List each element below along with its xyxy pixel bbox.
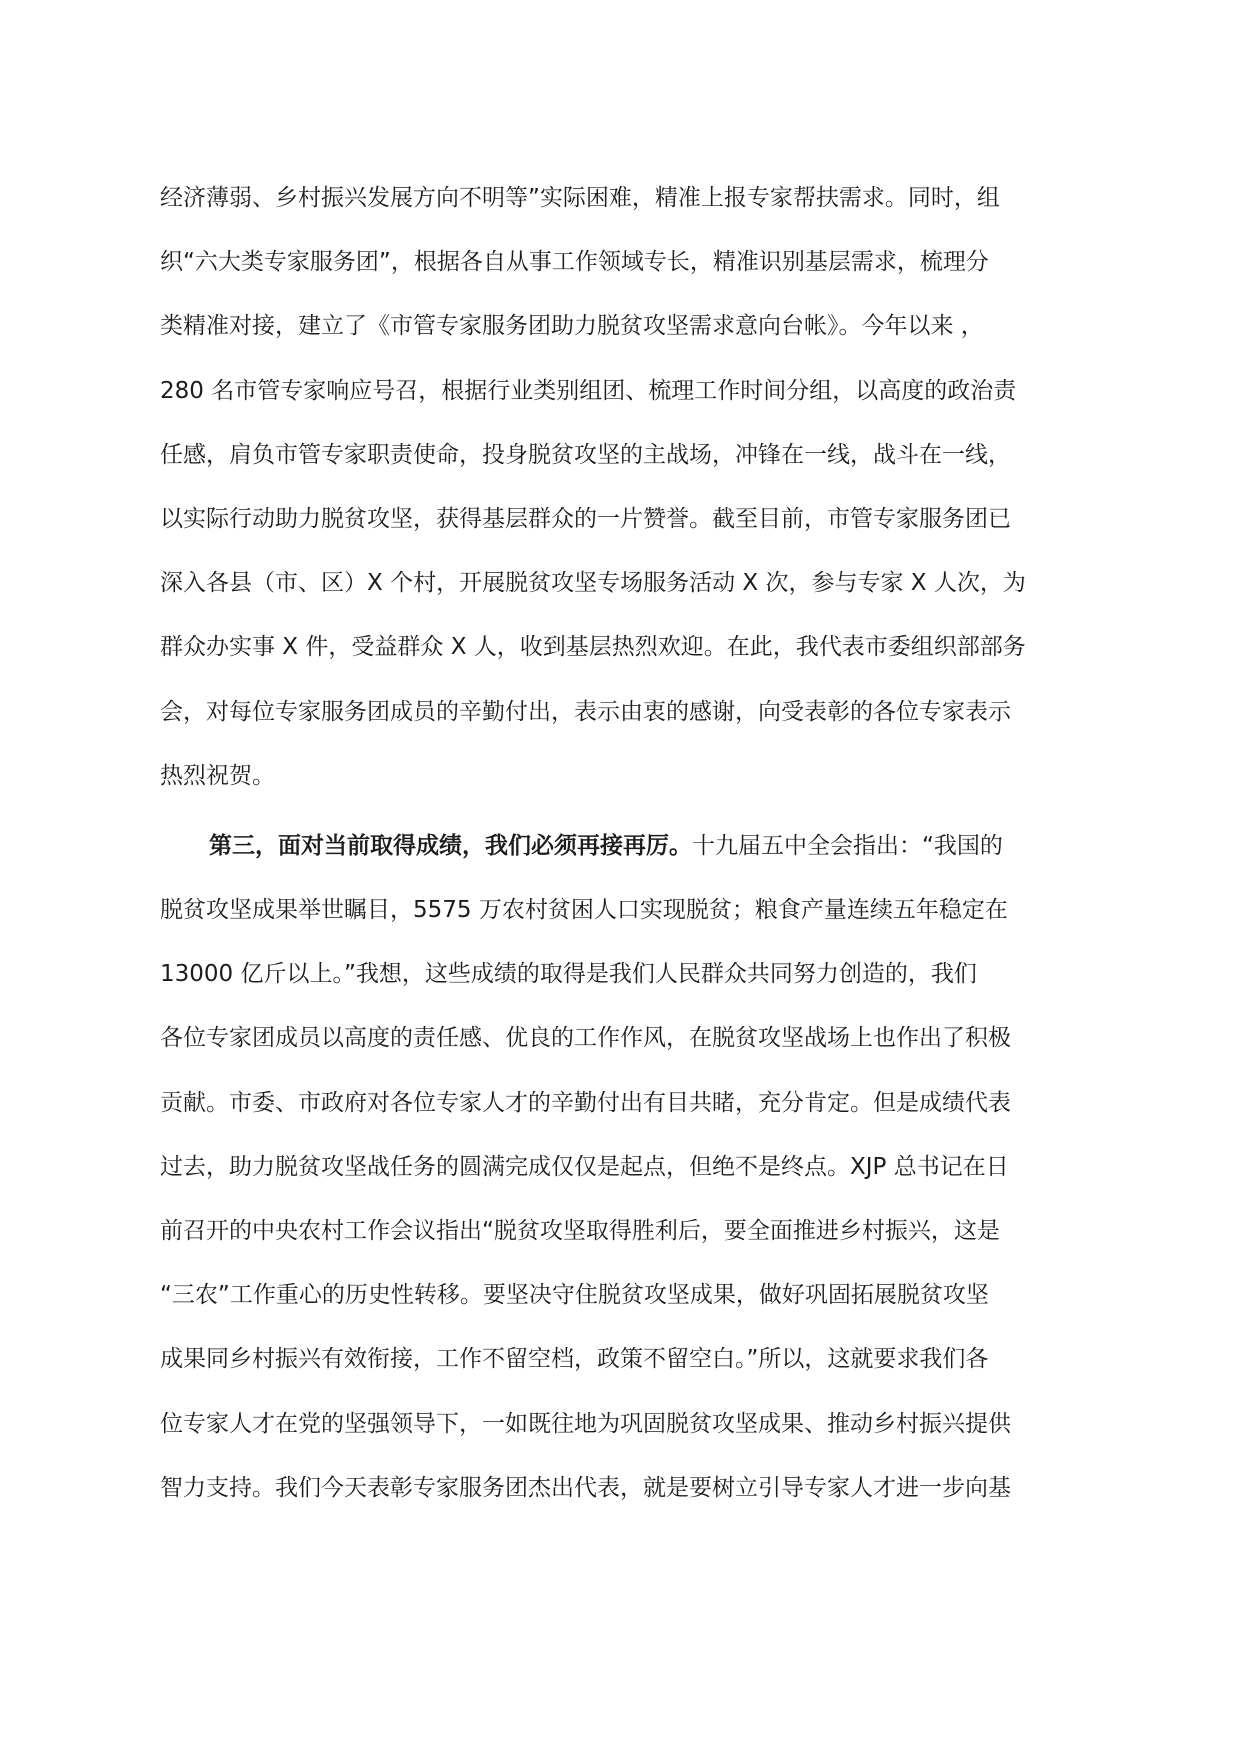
text-line: 以实际行动助力脱贫攻坚，获得基层群众的一片赞誉。截至目前，市管专家服务团已 <box>160 505 1011 532</box>
text-line: 13000 亿斤以上。”我想，这些成绩的取得是我们人民群众共同努力创造的，我们 <box>160 961 977 988</box>
text-line: 群众办实事 X 件，受益群众 X 人，收到基层热烈欢迎。在此，我代表市委组织部部务 <box>160 634 1026 661</box>
text-line: 各位专家团成员以高度的责任感、优良的工作作风，在脱贫攻坚战场上也作出了积极 <box>160 1025 1011 1052</box>
text-line: 类精准对接，建立了《市管专家服务团助力脱贫攻坚需求意向台帐》。今年以来 ， <box>160 313 984 340</box>
paragraph-1 <box>160 166 1090 808</box>
text-line: 位专家人才在党的坚强领导下，一如既往地为巩固脱贫攻坚成果、推动乡村振兴提供 <box>160 1410 1011 1437</box>
text-line: 深入各县（市、区）X 个村，开展脱贫攻坚专场服务活动 X 次，参与专家 X 人次，为 <box>160 570 1026 597</box>
paragraph-heading: 第三，面对当前取得成绩，我们必须再接再厉。 <box>209 832 692 859</box>
text-line: 智力支持。我们今天表彰专家服务团杰出代表，就是要树立引导专家人才进一步向基 <box>160 1474 1011 1501</box>
text-line: “三农”工作重心的历史性转移。要坚决守住脱贫攻坚成果，做好巩固拓展脱贫攻坚 <box>160 1282 989 1309</box>
text-line: 脱贫攻坚成果举世瞩目，5575 万农村贫困人口实现脱贫；粮食产量连续五年稳定在 <box>160 897 1008 924</box>
document-body <box>160 166 1090 1520</box>
text-line: 成果同乡村振兴有效衔接，工作不留空档，政策不留空白。”所以，这就要求我们各 <box>160 1346 989 1373</box>
text-line: 热烈祝贺。 <box>160 762 275 789</box>
text-line: 贡献。市委、市政府对各位专家人才的辛勤付出有目共睹，充分肯定。但是成绩代表 <box>160 1089 1011 1116</box>
paragraph-first-line-text: 十九届五中全会指出：“我国的 <box>692 832 1003 859</box>
text-line: 任感，肩负市管专家职责使命，投身脱贫攻坚的主战场，冲锋在一线，战斗在一线， <box>160 441 1011 468</box>
text-line: 织“六大类专家服务团”，根据各自从事工作领域专长，精准识别基层需求，梳理分 <box>160 249 989 276</box>
text-line: 过去，助力脱贫攻坚战任务的圆满完成仅仅是起点，但绝不是终点。XJP 总书记在日 <box>160 1153 1009 1180</box>
text-line: 280 名市管专家响应号召，根据行业类别组团、梳理工作时间分组，以高度的政治责 <box>160 377 1017 404</box>
paragraph-first-line <box>160 814 1090 878</box>
text-line: 会，对每位专家服务团成员的辛勤付出，表示由衷的感谢，向受表彰的各位专家表示 <box>160 698 1011 725</box>
paragraph-2 <box>160 814 1090 1520</box>
text-line: 前召开的中央农村工作会议指出“脱贫攻坚取得胜利后，要全面推进乡村振兴，这是 <box>160 1218 1000 1244</box>
text-line: 经济薄弱、乡村振兴发展方向不明等”实际困难，精准上报专家帮扶需求。同时，组 <box>160 185 1000 211</box>
